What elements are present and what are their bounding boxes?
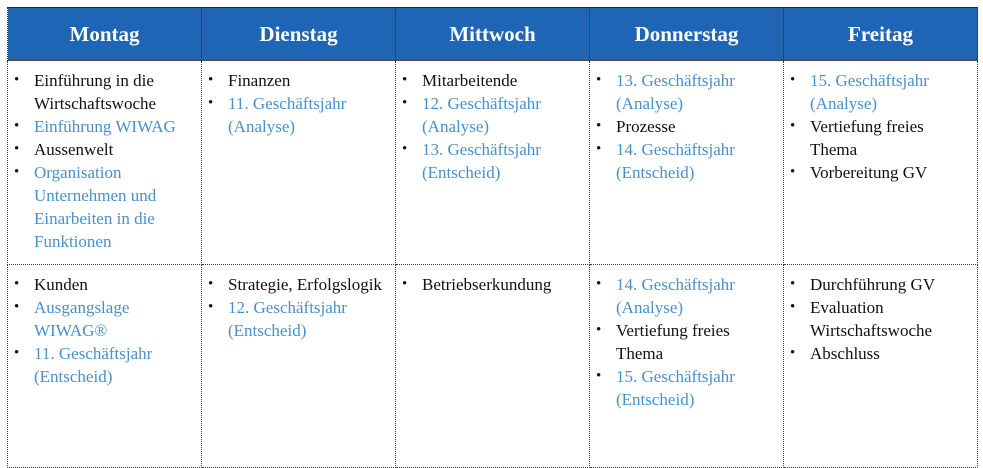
schedule-row-2 [8,265,978,468]
topic-item: • Vertiefung freies Thema [788,115,973,161]
header-dienstag: Dienstag [202,8,396,61]
topic-item: • Einführung in die Wirtschaftswoche [12,69,197,115]
topic-item: • Mitarbeitende [400,69,585,92]
cell-montag-2 [8,265,202,468]
topic-item: • Einführung WIWAG [12,115,197,138]
topic-item: • 13. Geschäftsjahr (Entscheid) [400,138,585,184]
topic-list [594,69,779,184]
header-freitag: Freitag [784,8,978,61]
header-row [8,8,978,61]
topic-list [206,69,391,138]
topic-list [12,273,197,388]
cell-montag-1 [8,61,202,265]
topic-list [594,273,779,411]
cell-donnerstag-1 [590,61,784,265]
topic-list [12,69,197,253]
topic-list [788,273,973,365]
topic-item: • 12. Geschäftsjahr (Analyse) [400,92,585,138]
topic-item: • 14. Geschäftsjahr (Entscheid) [594,138,779,184]
week-schedule-table [7,7,978,468]
topic-item: • Prozesse [594,115,779,138]
topic-item: • Kunden [12,273,197,296]
topic-list [400,69,585,184]
topic-item: • Evaluation Wirtschaftswoche [788,296,973,342]
topic-item: • 15. Geschäftsjahr (Analyse) [788,69,973,115]
topic-item: • Organisation Unternehmen und Einarbeiten in die Funktionen [12,161,197,253]
topic-item: • Ausgangslage WIWAG® [12,296,197,342]
cell-donnerstag-2 [590,265,784,468]
header-montag: Montag [8,8,202,61]
topic-item: • Abschluss [788,342,973,365]
topic-item: • Strategie, Erfolgslogik [206,273,391,296]
topic-list [206,273,391,342]
header-donnerstag: Donnerstag [590,8,784,61]
topic-item: • Durchführung GV [788,273,973,296]
cell-freitag-1 [784,61,978,265]
topic-item: • 11. Geschäftsjahr (Analyse) [206,92,391,138]
cell-mittwoch-2 [396,265,590,468]
header-mittwoch: Mittwoch [396,8,590,61]
topic-item: • 12. Geschäftsjahr (Entscheid) [206,296,391,342]
topic-item: • Aussenwelt [12,138,197,161]
topic-item: • Betriebserkundung [400,273,585,296]
topic-item: • 11. Geschäftsjahr (Entscheid) [12,342,197,388]
topic-item: • Finanzen [206,69,391,92]
topic-item: • 15. Geschäftsjahr (Entscheid) [594,365,779,411]
topic-item: • Vertiefung freies Thema [594,319,779,365]
schedule-container [7,7,977,468]
topic-list [400,273,585,296]
topic-item: • 14. Geschäftsjahr (Analyse) [594,273,779,319]
topic-item: • 13. Geschäftsjahr (Analyse) [594,69,779,115]
cell-freitag-2 [784,265,978,468]
schedule-row-1 [8,61,978,265]
cell-dienstag-2 [202,265,396,468]
topic-item: • Vorbereitung GV [788,161,973,184]
topic-list [788,69,973,184]
cell-mittwoch-1 [396,61,590,265]
cell-dienstag-1 [202,61,396,265]
